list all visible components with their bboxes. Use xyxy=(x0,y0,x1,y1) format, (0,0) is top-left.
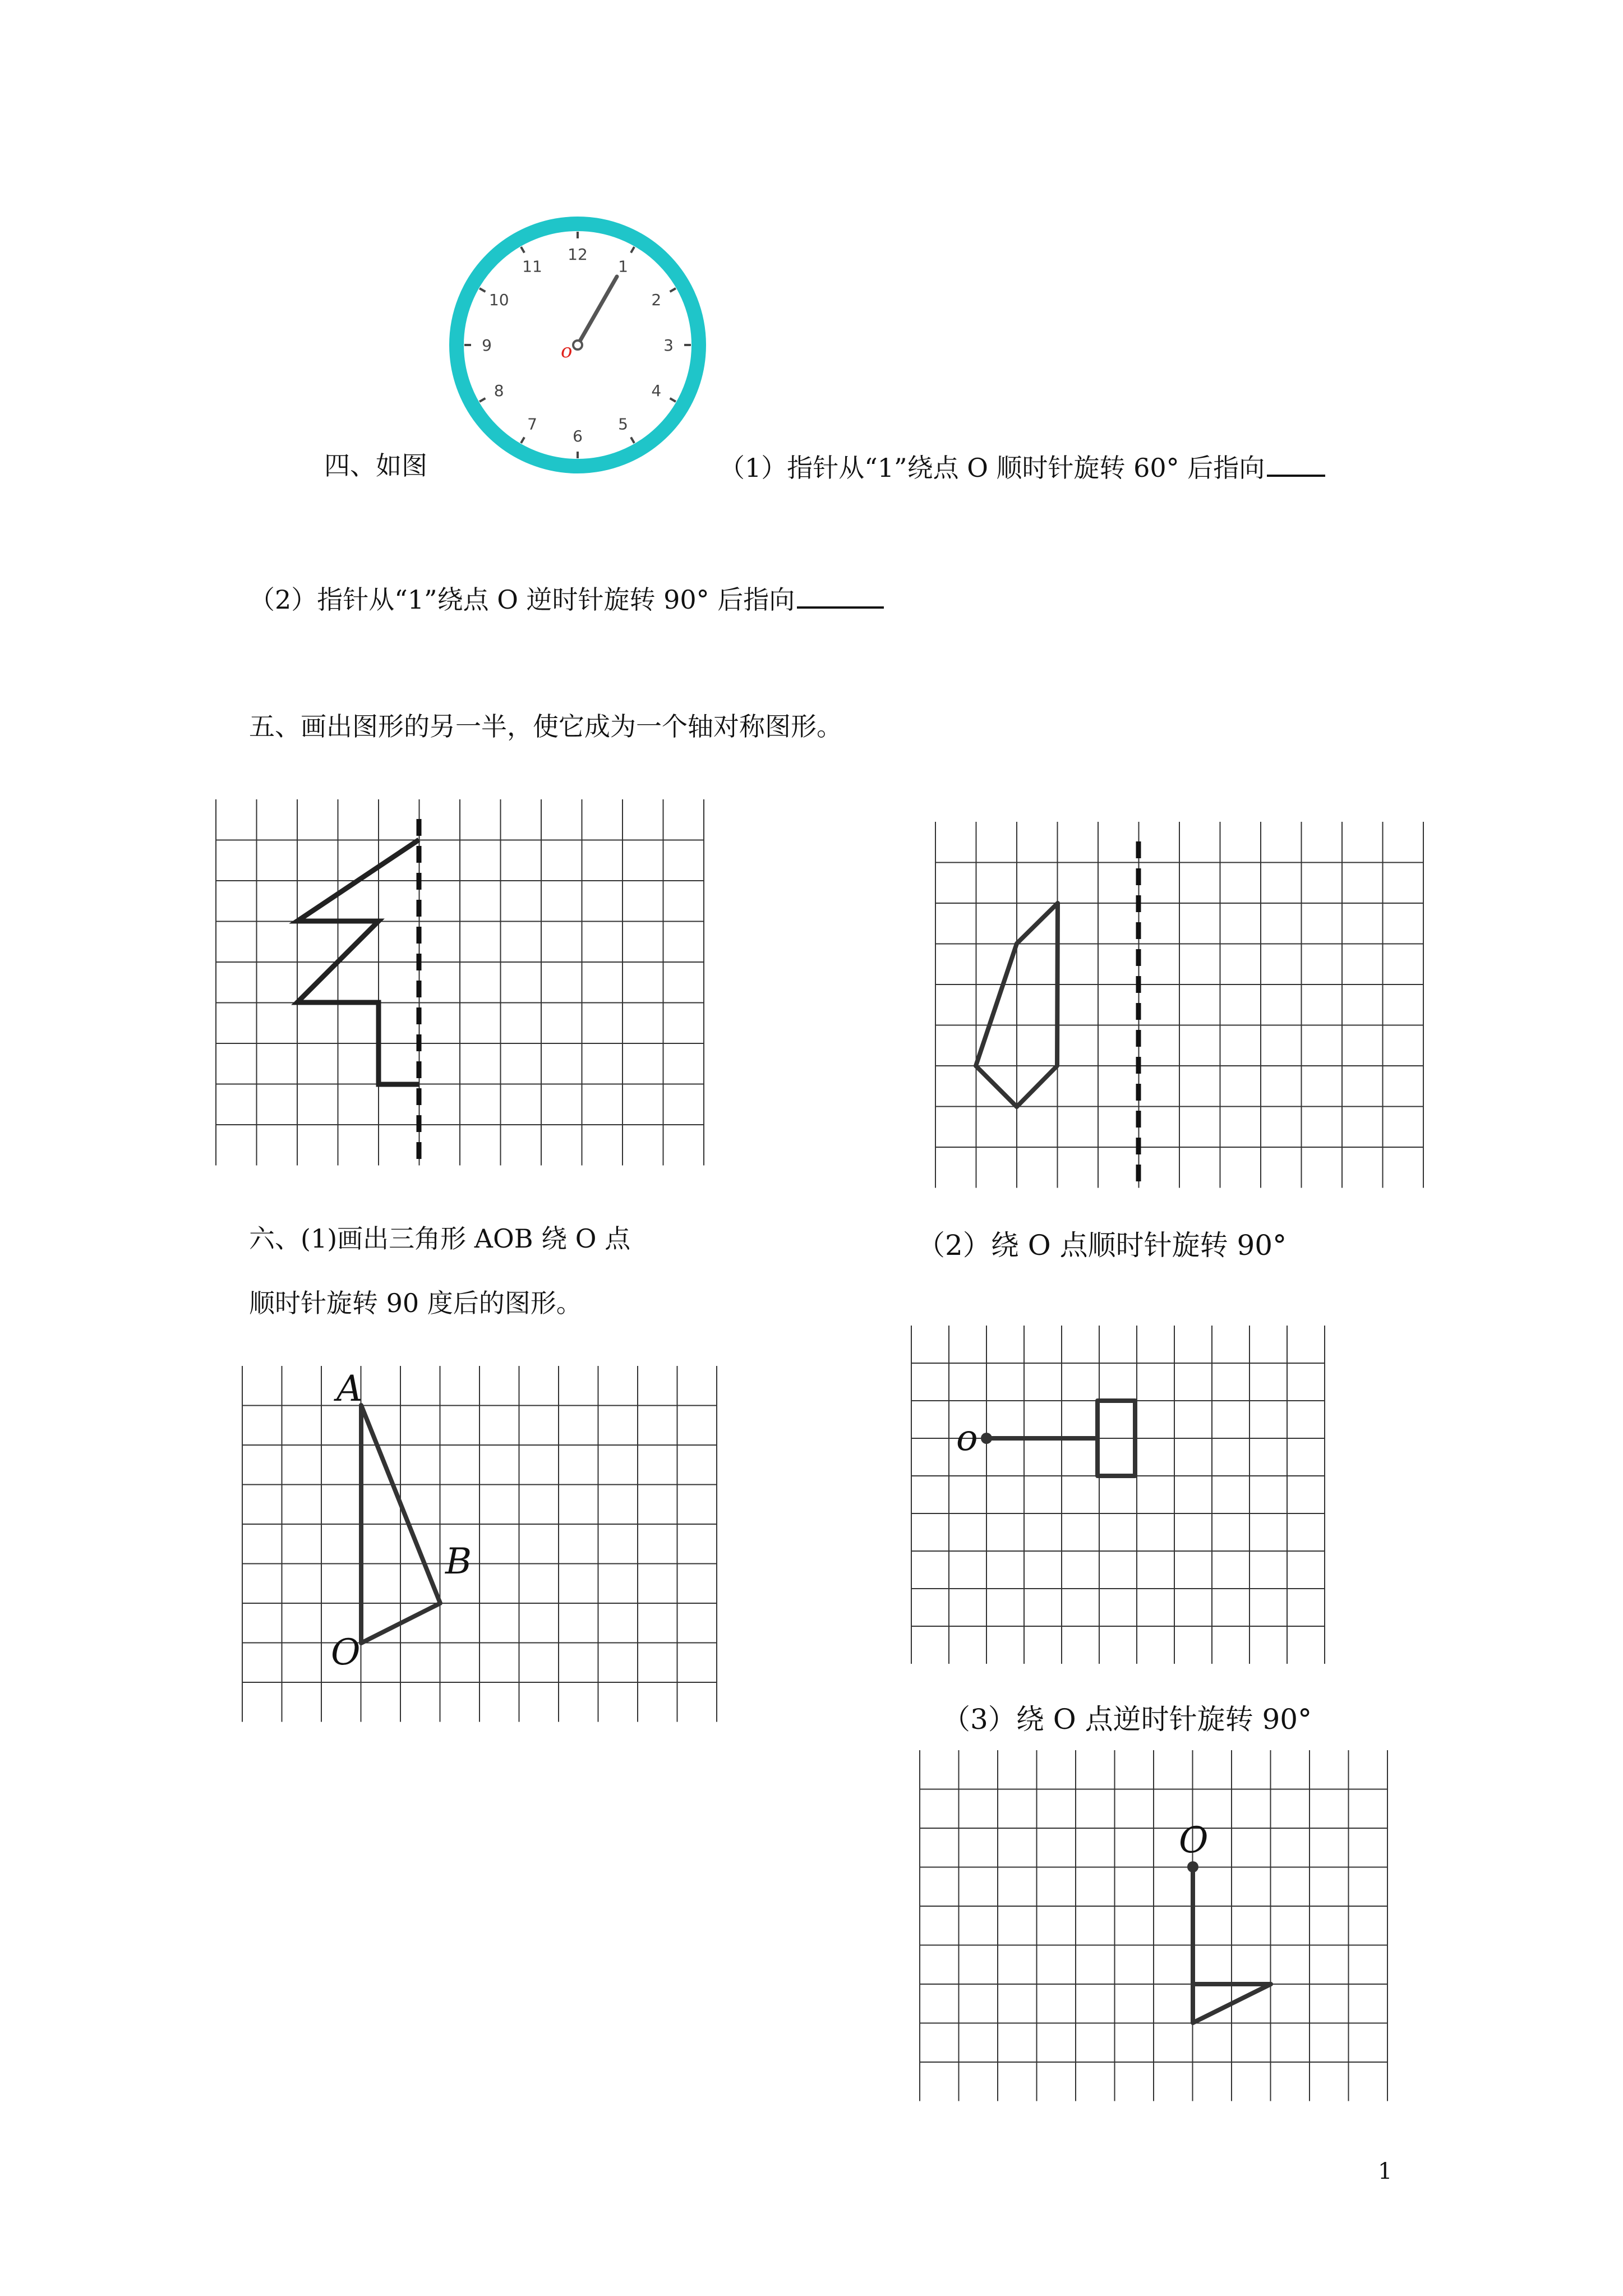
answer-blank-2[interactable] xyxy=(797,581,884,609)
q6-grid-rectangle xyxy=(911,1326,1371,1673)
grid-lines xyxy=(216,799,704,1166)
clock-number: 11 xyxy=(522,257,542,276)
q6-part2: （2）绕 O 点顺时针旋转 90° xyxy=(917,1229,1287,1262)
clock-number: 8 xyxy=(494,381,504,400)
point-o xyxy=(981,1433,992,1444)
q6-part1-line2: 顺时针旋转 90 度后的图形。 xyxy=(249,1288,582,1318)
grid-lines xyxy=(935,822,1423,1188)
clock-number: 4 xyxy=(651,381,662,400)
clock-number: 1 xyxy=(618,257,628,276)
grid-lines xyxy=(920,1750,1387,2101)
label-a: A xyxy=(336,1368,363,1410)
answer-blank-1[interactable] xyxy=(1267,449,1325,477)
q4-part1 xyxy=(719,449,1325,485)
q5-title: 五、画出图形的另一半，使它成为一个轴对称图形。 xyxy=(249,711,842,742)
q6-part3: （3）绕 O 点逆时针旋转 90° xyxy=(942,1703,1312,1736)
q4-part2 xyxy=(249,581,884,616)
q6-part1-line1: 六、(1)画出三角形 AOB 绕 O 点 xyxy=(249,1223,631,1254)
clock-number: 12 xyxy=(568,245,588,264)
q4-part1-text: （1）指针从“1”绕点 O 顺时针旋转 60° 后指向 xyxy=(719,453,1265,483)
clock-number: 5 xyxy=(618,415,628,434)
label-b: B xyxy=(445,1541,472,1582)
clock-number: 10 xyxy=(488,291,509,309)
point-o xyxy=(1187,1861,1198,1872)
clock-number: 6 xyxy=(573,427,583,445)
clock-face xyxy=(457,224,699,466)
clock-center-label: o xyxy=(561,340,573,362)
clock-number: 2 xyxy=(651,291,662,309)
clock-number: 3 xyxy=(663,336,674,355)
q4-part2-text: （2）指针从“1”绕点 O 逆时针旋转 90° 后指向 xyxy=(249,585,795,615)
grid-lines xyxy=(911,1326,1325,1664)
q5-grid-right xyxy=(935,822,1429,1192)
q6-grid-flag xyxy=(920,1750,1396,2101)
clock-number: 7 xyxy=(527,415,537,434)
grid-lines xyxy=(242,1366,717,1722)
label-o-lower: o xyxy=(956,1418,978,1459)
q5-grid-left xyxy=(216,799,698,1167)
clock-figure xyxy=(443,210,712,480)
clock-number: 9 xyxy=(482,336,492,355)
q6-grid-triangle xyxy=(242,1366,725,1731)
clock-center xyxy=(573,341,582,349)
label-o: O xyxy=(1179,1820,1209,1861)
q4-prefix: 四、如图 xyxy=(324,450,427,481)
label-o: O xyxy=(331,1632,361,1673)
page-number: 1 xyxy=(1378,2159,1393,2184)
